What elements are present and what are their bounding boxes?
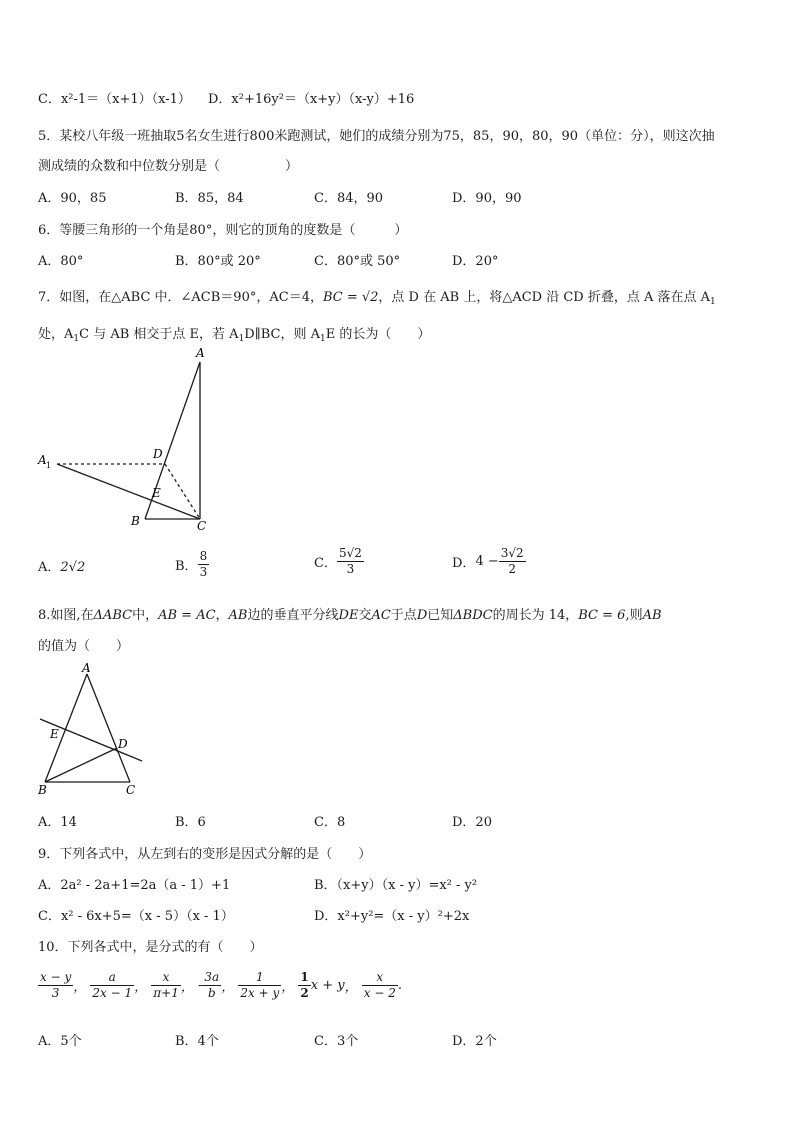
q9-stem: 9．下列各式中，从左到右的变形是因式分解的是（ ）	[38, 847, 372, 862]
q7-label-c: C	[197, 519, 207, 533]
q7-label-d: D	[153, 447, 163, 461]
q7-option-c: C． $\frac{5√2}{3}$	[314, 546, 362, 576]
q8-label-c: C	[126, 783, 136, 797]
q9-option-b: B．（x+y）（x - y）=x² - y²	[314, 878, 478, 893]
q7-option-a: A．2√2	[38, 560, 86, 575]
q10-expr-4: $\frac{3a}{b}$	[204, 970, 220, 1000]
q10-expr-2: $\frac{a}{2x - 1}$	[92, 970, 133, 1000]
q8-stem-line1: 8.如图,在ΔABC中，AB = AC，AB边的垂直平分线DE交AC于点D已知ΔBDC的周长为 14，BC = 6,则AB	[38, 608, 662, 623]
q7-stem-line1: 7．如图，在△ABC 中．∠ACB＝90°，AC＝4，BC = √2，点 D 在 AB 上，将△ACD 沿 CD 折叠，点 A 落在点 $A_1$	[38, 290, 716, 307]
q7-label-e: E	[152, 486, 161, 500]
q10-expr-5: $\frac{1}{2x + y}$	[240, 970, 280, 1000]
q8-label-d: D	[118, 737, 128, 751]
q7-label-a1-sub: 1	[46, 461, 52, 470]
q10-option-c: C．3个	[314, 1034, 359, 1049]
q8-label-e: E	[50, 727, 59, 741]
q10-stem: 10．下列各式中，是分式的有（ ）	[38, 940, 263, 955]
q6-option-a: A．80°	[38, 254, 84, 269]
q5-option-b: B．85，84	[175, 191, 244, 206]
q10-option-b: B．4个	[175, 1034, 219, 1049]
q10-expr-1: $\frac{x - y}{3}$	[40, 970, 72, 1000]
q10-expressions: $\frac{x - y}{3}$ ， $\frac{a}{2x - 1}$ ， $\frac{x}{\pi+1}$ ， - $\frac{3a}{b}$ ， $\frac{1}{2x + y}$ ， $\frac{1}{2}$ x + y， $\frac{x}{x - 2}$ .	[40, 970, 402, 1000]
q7-bc-expr: BC = √2	[322, 290, 379, 305]
q5-stem-line1: 5．某校八年级一班抽取5名女生进行800米跑测试，她们的成绩分别为75，85，90，80，90（单位：分），则这次抽	[38, 129, 715, 144]
q7-option-d: D．4 − $\frac{3√2}{2}$	[452, 546, 524, 576]
q8-option-a: A．14	[38, 815, 77, 830]
q4-option-d: D．x²+16y²＝（x+y）（x-y）+16	[208, 92, 415, 107]
q5-option-d: D．90，90	[452, 191, 522, 206]
q10-expr-7: $\frac{x}{x - 2}$	[363, 970, 396, 1000]
q10-option-a: A．5个	[38, 1034, 82, 1049]
q8-label-a: A	[82, 661, 91, 675]
q6-option-d: D．20°	[452, 254, 499, 269]
q10-expr-6: $\frac{1}{2}$	[300, 970, 309, 1000]
q8-option-b: B．6	[175, 815, 206, 830]
q8-option-c: C．8	[314, 815, 346, 830]
q7-label-a: A	[196, 346, 205, 360]
q10-expr-3: $\frac{x}{\pi+1}$	[153, 970, 179, 1000]
q9-option-a: A．2a² - 2a+1=2a（a - 1）+1	[38, 878, 231, 893]
q8-label-b: B	[38, 783, 47, 797]
q7-option-b: B． $\frac{8}{3}$	[175, 549, 208, 579]
q5-option-a: A．90，85	[38, 191, 107, 206]
q6-option-c: C．80°或 50°	[314, 254, 401, 269]
q9-option-c: C．x² - 6x+5=（x - 5）（x - 1）	[38, 909, 234, 924]
q8-stem-line2: 的值为（ ）	[38, 639, 130, 654]
q7-label-b: B	[131, 514, 140, 528]
q7-label-a1: A	[38, 453, 47, 467]
q6-option-b: B．80°或 20°	[175, 254, 261, 269]
q7-figure	[30, 340, 220, 540]
q6-stem: 6．等腰三角形的一个角是80°，则它的顶角的度数是（ ）	[38, 223, 408, 238]
q8-option-d: D．20	[452, 815, 492, 830]
q9-option-d: D．x²+y²=（x - y）²+2x	[314, 909, 470, 924]
q8-figure	[30, 660, 160, 800]
q4-option-c: C．x²-1＝（x+1）（x-1）	[38, 92, 191, 107]
q5-stem-line2: 测成绩的众数和中位数分别是（ ）	[38, 159, 299, 174]
q10-option-d: D．2个	[452, 1034, 497, 1049]
q5-option-c: C．84，90	[314, 191, 384, 206]
q7-stem-line2: 处，$A_1C$ 与 AB 相交于点 E，若 $A_1D\parallel BC$，则 $A_1E$ 的长为（ ）	[38, 327, 431, 344]
